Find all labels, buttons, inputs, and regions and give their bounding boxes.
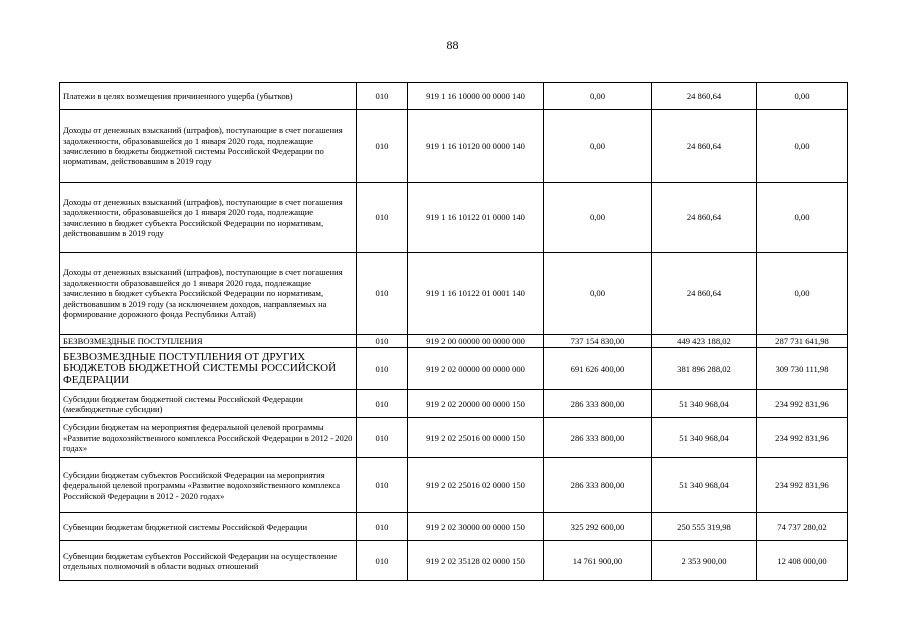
- row-kbk: 919 2 02 00000 00 0000 000: [408, 348, 544, 390]
- row-kbk: 919 2 02 25016 00 0000 150: [408, 418, 544, 458]
- row-kbk: 919 1 16 10122 01 0001 140: [408, 253, 544, 335]
- row-value-1: 0,00: [544, 253, 652, 335]
- table-row: [60, 83, 848, 110]
- row-value-2: 381 896 288,02: [652, 348, 757, 390]
- row-kbk: 919 2 02 30000 00 0000 150: [408, 513, 544, 541]
- row-name: Субсидии бюджетам на мероприятия федеральной целевой программы «Развитие водохозяйственного комплекса Российской Федерации в 2012 - 2020 годах»: [60, 418, 357, 458]
- row-code: 010: [357, 335, 408, 348]
- revenue-table: [59, 82, 848, 581]
- row-name: Доходы от денежных взысканий (штрафов), поступающие в счет погашения задолженности, образовавшейся до 1 января 2020 года, подлежащие зачислению в бюджет субъекта Российской Федерации по нормативам, действовавшим в 2019 году: [60, 183, 357, 253]
- row-value-3: 234 992 831,96: [757, 418, 848, 458]
- row-value-2: 51 340 968,04: [652, 390, 757, 418]
- row-kbk: 919 2 02 35128 02 0000 150: [408, 541, 544, 581]
- row-value-1: 0,00: [544, 110, 652, 183]
- row-value-3: 0,00: [757, 83, 848, 110]
- row-value-2: 250 555 319,98: [652, 513, 757, 541]
- row-value-1: 286 333 800,00: [544, 390, 652, 418]
- row-value-3: 0,00: [757, 110, 848, 183]
- row-name: Субсидии бюджетам бюджетной системы Российской Федерации (межбюджетные субсидии): [60, 390, 357, 418]
- row-value-1: 286 333 800,00: [544, 458, 652, 513]
- row-code: 010: [357, 458, 408, 513]
- row-code: 010: [357, 513, 408, 541]
- row-value-2: 24 860,64: [652, 183, 757, 253]
- row-value-3: 0,00: [757, 183, 848, 253]
- row-value-2: 2 353 900,00: [652, 541, 757, 581]
- row-value-3: 12 408 000,00: [757, 541, 848, 581]
- row-value-3: 309 730 111,98: [757, 348, 848, 390]
- row-name: Субвенции бюджетам субъектов Российской Федерации на осуществление отдельных полномочий в области водных отношений: [60, 541, 357, 581]
- row-code: 010: [357, 253, 408, 335]
- table-row: [60, 513, 848, 541]
- row-value-3: 234 992 831,96: [757, 458, 848, 513]
- row-name: Доходы от денежных взысканий (штрафов), поступающие в счет погашения задолженности, образовавшейся до 1 января 2020 года, подлежащие зачислению в бюджеты бюджетной системы Российской Федерации по нормативам, действовавшим в 2019 году: [60, 110, 357, 183]
- row-kbk: 919 1 16 10120 00 0000 140: [408, 110, 544, 183]
- row-name: Платежи в целях возмещения причиненного ущерба (убытков): [60, 83, 357, 110]
- row-code: 010: [357, 541, 408, 581]
- table-row: [60, 458, 848, 513]
- row-value-1: 0,00: [544, 83, 652, 110]
- row-kbk: 919 2 02 25016 02 0000 150: [408, 458, 544, 513]
- row-value-1: 14 761 900,00: [544, 541, 652, 581]
- row-code: 010: [357, 390, 408, 418]
- row-value-3: 234 992 831,96: [757, 390, 848, 418]
- row-code: 010: [357, 110, 408, 183]
- table-row: [60, 541, 848, 581]
- row-name: БЕЗВОЗМЕЗДНЫЕ ПОСТУПЛЕНИЯ: [60, 335, 357, 348]
- row-value-3: 0,00: [757, 253, 848, 335]
- row-name: Субсидии бюджетам субъектов Российской Федерации на мероприятия федеральной целевой программы «Развитие водохозяйственного комплекса Российской Федерации в 2012 - 2020 годах»: [60, 458, 357, 513]
- row-code: 010: [357, 418, 408, 458]
- row-code: 010: [357, 348, 408, 390]
- table-row: [60, 348, 848, 390]
- row-value-2: 449 423 188,02: [652, 335, 757, 348]
- row-value-1: 0,00: [544, 183, 652, 253]
- row-name: БЕЗВОЗМЕЗДНЫЕ ПОСТУПЛЕНИЯ ОТ ДРУГИХ БЮДЖЕТОВ БЮДЖЕТНОЙ СИСТЕМЫ РОССИЙСКОЙ ФЕДЕРАЦИИ: [60, 348, 357, 390]
- row-kbk: 919 2 00 00000 00 0000 000: [408, 335, 544, 348]
- row-value-2: 51 340 968,04: [652, 418, 757, 458]
- row-name: Доходы от денежных взысканий (штрафов), поступающие в счет погашения задолженности образовавшейся до 1 января 2020 года, подлежащие зачислению в бюджет субъекта Российской Федерации по нормативам, действовавшим в 2019 году (за исключением доходов, направляемых на формирование дорожного фонда Республики Алтай): [60, 253, 357, 335]
- row-code: 010: [357, 83, 408, 110]
- row-value-3: 74 737 280,02: [757, 513, 848, 541]
- table-row: [60, 390, 848, 418]
- row-value-2: 24 860,64: [652, 83, 757, 110]
- table-row: [60, 335, 848, 348]
- row-value-3: 287 731 641,98: [757, 335, 848, 348]
- row-code: 010: [357, 183, 408, 253]
- row-name: Субвенции бюджетам бюджетной системы Российской Федерации: [60, 513, 357, 541]
- table-row: [60, 183, 848, 253]
- row-value-2: 24 860,64: [652, 253, 757, 335]
- row-value-1: 737 154 830,00: [544, 335, 652, 348]
- table-row: [60, 253, 848, 335]
- page-number: 88: [446, 38, 459, 52]
- row-value-1: 286 333 800,00: [544, 418, 652, 458]
- table-row: [60, 110, 848, 183]
- row-kbk: 919 2 02 20000 00 0000 150: [408, 390, 544, 418]
- row-kbk: 919 1 16 10122 01 0000 140: [408, 183, 544, 253]
- row-value-1: 325 292 600,00: [544, 513, 652, 541]
- table-row: [60, 418, 848, 458]
- row-value-1: 691 626 400,00: [544, 348, 652, 390]
- row-kbk: 919 1 16 10000 00 0000 140: [408, 83, 544, 110]
- row-value-2: 51 340 968,04: [652, 458, 757, 513]
- row-value-2: 24 860,64: [652, 110, 757, 183]
